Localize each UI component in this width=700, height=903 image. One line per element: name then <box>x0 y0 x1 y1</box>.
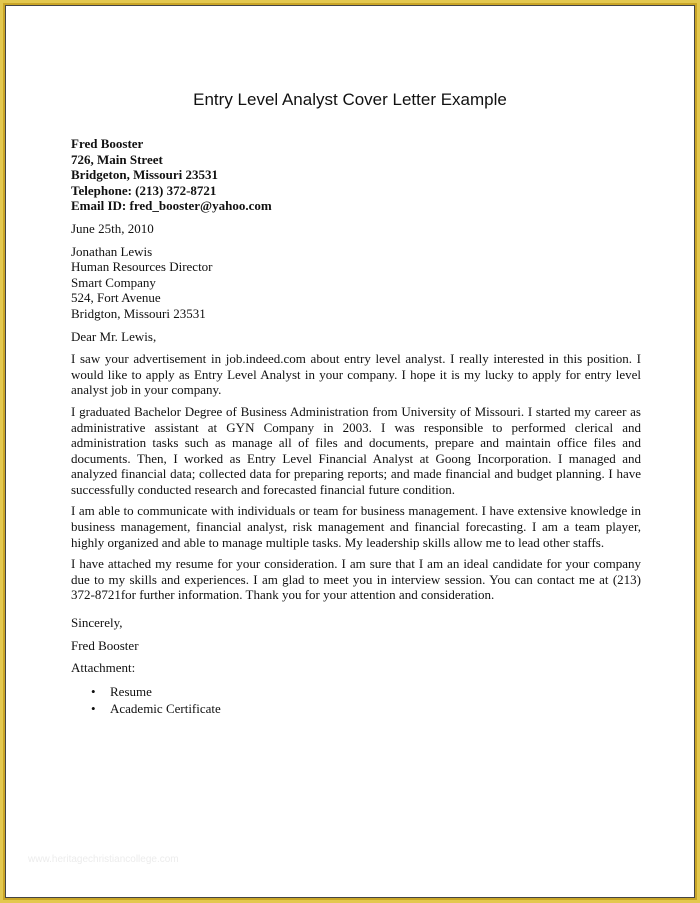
paragraph-intro: I saw your advertisement in job.indeed.com about entry level analyst. I really interested in this position. I would like to apply as Entry Level Analyst in your company. I hope it is my lucky to apply for entry level analyst job in your company. <box>71 351 641 398</box>
letter-date: June 25th, 2010 <box>71 220 154 236</box>
paragraph-skills: I am able to communicate with individuals or team for business management. I have extensive knowledge in business management, financial analyst, risk management and financial forecasting. I am a team player, highly organized and able to manage multiple tasks. My leadership skills allow me to lead other staffs. <box>71 503 641 550</box>
sender-name: Fred Booster <box>71 136 144 151</box>
recipient-company: Smart Company <box>71 274 156 290</box>
sender-telephone: Telephone: (213) 372-8721 <box>71 182 217 198</box>
document-title: Entry Level Analyst Cover Letter Example <box>193 90 507 109</box>
attachment-item: Academic Certificate <box>110 700 221 716</box>
sender-email: Email ID: fred_booster@yahoo.com <box>71 198 272 214</box>
attachment-label: Attachment: <box>71 660 136 676</box>
page-frame <box>3 3 697 900</box>
attachment-item: Resume <box>110 683 152 699</box>
letter-body <box>71 136 641 717</box>
salutation: Dear Mr. Lewis, <box>71 328 157 344</box>
bullet-icon: • <box>91 700 96 716</box>
recipient-block <box>71 244 641 322</box>
watermark: www.heritagechristiancollege.com <box>28 854 179 865</box>
list-item <box>91 700 641 717</box>
sender-street: 726, Main Street <box>71 151 163 167</box>
signature-name: Fred Booster <box>71 637 139 653</box>
attachment-list <box>71 683 641 717</box>
paragraph-closing: I have attached my resume for your consideration. I am sure that I am an ideal candidate for your company due to my skills and experiences. I am glad to meet you in interview session. You can contact me at (213) 372-8721for further information. Thank you for your attention and consideration. <box>71 556 641 603</box>
sender-city: Bridgeton, Missouri 23531 <box>71 167 218 183</box>
sender-block <box>71 136 641 214</box>
bullet-icon: • <box>91 683 96 699</box>
recipient-name: Jonathan Lewis <box>71 243 153 259</box>
recipient-city: Bridgton, Missouri 23531 <box>71 305 206 321</box>
closing: Sincerely, <box>71 615 123 631</box>
recipient-street: 524, Fort Avenue <box>71 290 161 306</box>
letter-page <box>5 5 695 898</box>
recipient-role: Human Resources Director <box>71 259 213 275</box>
list-item <box>91 683 641 700</box>
paragraph-experience: I graduated Bachelor Degree of Business Administration from University of Missouri. I started my career as administrative assistant at GYN Company in 2003. I was responsible to performed clerical and administration tasks such as manage all of files and documents, prepare and maintain office files and documents. Then, I worked as Entry Level Financial Analyst at Goong Incorporation. I managed and analyzed financial data; collected data for preparing reports; and made financial and budget planning. I have successfully conducted research and forecasted financial future condition. <box>71 403 641 497</box>
